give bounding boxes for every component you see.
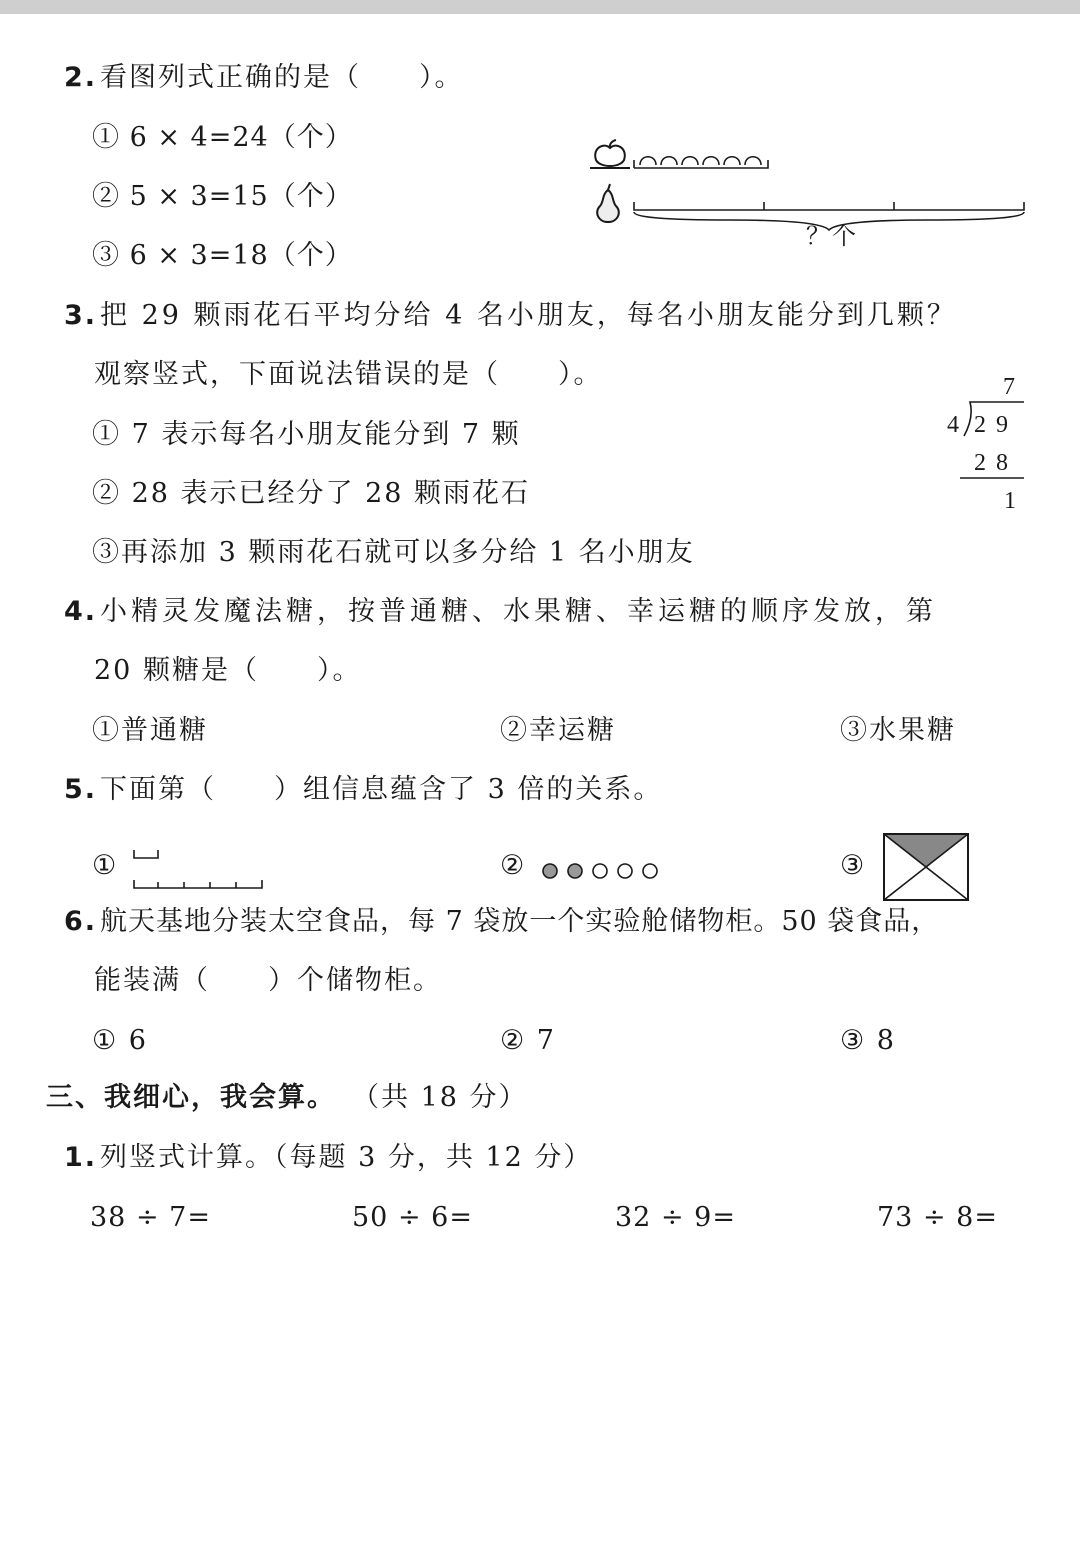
question-stem: 列竖式计算。（每题 3 分，共 12 分） — [100, 1142, 593, 1173]
question-stem-line-1: 把 29 颗雨花石平均分给 4 名小朋友，每名小朋友能分到几颗？ — [100, 300, 957, 331]
quotient: 7 — [1003, 374, 1015, 400]
question-number: 2. — [64, 62, 98, 93]
option-1[interactable]: ① 6 × 4=24（个） — [92, 122, 353, 153]
option-2[interactable]: ②幸运糖 — [500, 715, 616, 746]
question-stem: 下面第（ ）组信息蕴含了 3 倍的关系。 — [100, 774, 663, 805]
option-1-marker[interactable]: ① — [92, 850, 119, 881]
question-stem-line-2: 能装满（ ）个储物柜。 — [94, 965, 442, 996]
pear-icon — [597, 184, 619, 222]
section-title: 三、我细心，我会算。 — [46, 1082, 336, 1113]
option-1[interactable]: ① 7 表示每名小朋友能分到 7 颗 — [92, 419, 521, 450]
question-number: 3. — [64, 300, 98, 331]
option-3[interactable]: ③ 8 — [840, 1025, 896, 1056]
question-stem-line-1: 小精灵发魔法糖，按普通糖、水果糖、幸运糖的顺序发放，第 — [100, 596, 937, 627]
question-number: 6. — [64, 906, 98, 937]
question-stem-line-2: 20 颗糖是（ ）。 — [94, 655, 362, 686]
question-number: 4. — [64, 596, 98, 627]
option-2[interactable]: ② 28 表示已经分了 28 颗雨花石 — [92, 478, 531, 509]
top-bar — [0, 0, 1080, 14]
option-1[interactable]: ① 6 — [92, 1025, 148, 1056]
empty-dot — [618, 864, 632, 878]
option-2[interactable]: ② 5 × 3=15（个） — [92, 181, 353, 212]
divisor: 4 — [947, 412, 959, 438]
question-label: ？个 — [806, 222, 858, 250]
peach-row — [634, 157, 768, 168]
option-3[interactable]: ③ 6 × 3=18（个） — [92, 240, 353, 271]
option-2-dots — [538, 858, 668, 884]
exercise-3: 32 ÷ 9= — [615, 1202, 736, 1233]
filled-dot — [568, 864, 582, 878]
question-stem-line-1: 航天基地分装太空食品，每 7 袋放一个实验舱储物柜。50 袋食品， — [100, 906, 940, 937]
empty-dot — [643, 864, 657, 878]
section-score: （共 18 分） — [352, 1082, 528, 1113]
division-lines — [960, 398, 1030, 484]
dividend: 2 9 — [974, 412, 1010, 438]
option-3[interactable]: ③再添加 3 颗雨花石就可以多分给 1 名小朋友 — [92, 537, 695, 568]
empty-dot — [593, 864, 607, 878]
exercise-1: 38 ÷ 7= — [90, 1202, 211, 1233]
question-number: 5. — [64, 774, 98, 805]
option-3-marker[interactable]: ③ — [840, 850, 867, 881]
question-stem: 看图列式正确的是（ ）。 — [100, 62, 464, 93]
question-stem-line-2: 观察竖式，下面说法错误的是（ ）。 — [94, 359, 603, 390]
exercise-4: 73 ÷ 8= — [877, 1202, 998, 1233]
remainder: 1 — [1004, 488, 1016, 514]
option-1-segments — [130, 848, 266, 890]
option-2-marker[interactable]: ② — [500, 850, 527, 881]
question-number: 1. — [64, 1142, 98, 1173]
option-3-square — [882, 832, 970, 902]
option-1[interactable]: ①普通糖 — [92, 715, 208, 746]
product: 2 8 — [974, 450, 1010, 476]
filled-dot — [543, 864, 557, 878]
option-2[interactable]: ② 7 — [500, 1025, 556, 1056]
peach-icon — [590, 140, 630, 168]
exercise-2: 50 ÷ 6= — [352, 1202, 473, 1233]
option-3[interactable]: ③水果糖 — [840, 715, 956, 746]
